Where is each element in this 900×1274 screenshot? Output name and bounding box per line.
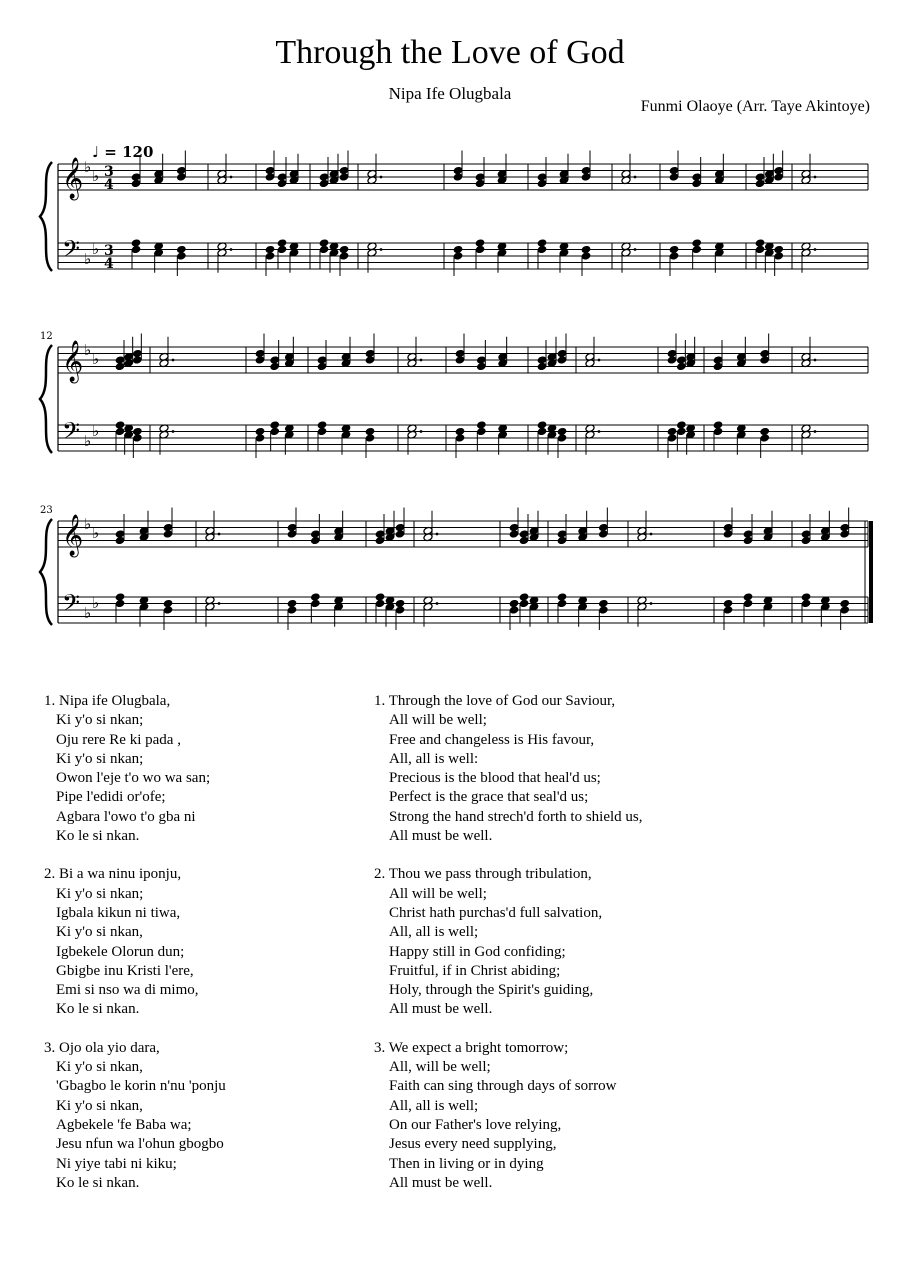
lyric-line: Free and changeless is His favour, bbox=[389, 731, 595, 748]
dot bbox=[650, 533, 653, 536]
lyric-line: All will be well; bbox=[389, 885, 487, 902]
lyric-line: Igbekele Olorun dun; bbox=[56, 943, 185, 960]
dot bbox=[814, 176, 817, 179]
time-signature-top: 3 bbox=[104, 164, 114, 180]
bass-clef-icon: 𝄢 bbox=[62, 589, 81, 622]
dot bbox=[634, 248, 637, 251]
quarter-note bbox=[365, 427, 375, 436]
lyric-line: 1. Through the love of God our Saviour, bbox=[374, 693, 616, 709]
time-signature-top: 3 bbox=[104, 243, 114, 259]
lyric-line: Oju rere Re ki pada , bbox=[56, 731, 181, 748]
dot bbox=[380, 176, 383, 179]
quarter-note bbox=[723, 599, 733, 608]
lyric-line: 3. Ojo ola yio dara, bbox=[44, 1039, 160, 1056]
lyric-line: Holy, through the Spirit's guiding, bbox=[389, 982, 594, 999]
verse-1 bbox=[44, 692, 364, 846]
measure-number: 12 bbox=[40, 331, 53, 342]
lyric-line: Precious is the blood that heal'd us; bbox=[389, 770, 601, 787]
dot bbox=[814, 248, 817, 251]
lyric-line: Ki y'o si nkan; bbox=[56, 885, 144, 902]
lyric-line: Ki y'o si nkan, bbox=[56, 1097, 143, 1114]
lyric-line: Igbala kikun ni tiwa, bbox=[56, 904, 181, 921]
dot bbox=[172, 359, 175, 362]
score-system-2 bbox=[40, 331, 868, 458]
flat-icon: ♭ bbox=[92, 350, 100, 368]
quarter-note bbox=[375, 593, 385, 602]
quarter-note bbox=[743, 593, 753, 602]
subtitle: Nipa Ife Olugbala bbox=[388, 84, 512, 103]
flat-icon: ♭ bbox=[84, 515, 92, 533]
quarter-note bbox=[667, 427, 677, 436]
flat-icon: ♭ bbox=[84, 250, 92, 268]
quarter-note bbox=[755, 239, 765, 248]
treble-clef-icon: 𝄞 bbox=[62, 515, 84, 556]
quarter-note bbox=[455, 427, 465, 436]
flat-icon: ♭ bbox=[92, 422, 100, 440]
lyric-line: All, all is well; bbox=[389, 924, 479, 941]
quarter-note bbox=[669, 245, 679, 254]
lyric-line: Ki y'o si nkan; bbox=[56, 712, 144, 729]
quarter-note bbox=[132, 427, 142, 436]
quarter-note bbox=[509, 599, 519, 608]
flat-icon: ♭ bbox=[84, 604, 92, 622]
dot bbox=[634, 176, 637, 179]
lyric-line: Ko le si nkan. bbox=[56, 828, 140, 845]
quarter-note bbox=[760, 427, 770, 436]
flat-icon: ♭ bbox=[84, 341, 92, 359]
composer-credit: Funmi Olaoye (Arr. Taye Akintoye) bbox=[640, 98, 870, 115]
lyric-line: Then in living or in dying bbox=[389, 1155, 544, 1172]
quarter-note bbox=[163, 599, 173, 608]
lyrics-yoruba bbox=[44, 692, 364, 1212]
quarter-note bbox=[339, 245, 349, 254]
page-title: Through the Love of God bbox=[275, 34, 625, 71]
dot bbox=[218, 602, 221, 605]
lyric-line: All, all is well; bbox=[389, 1097, 479, 1114]
lyric-line: Christ hath purchas'd full salvation, bbox=[389, 904, 603, 921]
brace bbox=[40, 345, 52, 453]
verse-2 bbox=[44, 865, 364, 1019]
lyric-line: Emi si nso wa di mimo, bbox=[56, 982, 199, 999]
lyric-line: Strong the hand strech'd forth to shield us, bbox=[389, 808, 643, 825]
lyric-line: Owon l'eje t'o wo wa san; bbox=[56, 770, 211, 787]
dot bbox=[380, 248, 383, 251]
brace bbox=[40, 162, 52, 271]
quarter-note bbox=[519, 593, 529, 602]
lyrics-english bbox=[374, 692, 874, 1212]
dot bbox=[230, 248, 233, 251]
quarter-note bbox=[115, 421, 125, 430]
lyric-line: Ki y'o si nkan; bbox=[56, 750, 144, 767]
lyric-line: Agbekele 'fe Baba wa; bbox=[56, 1116, 192, 1133]
lyric-line: Fruitful, if in Christ abiding; bbox=[389, 962, 561, 979]
lyric-line: All must be well. bbox=[389, 1174, 493, 1191]
dot bbox=[420, 359, 423, 362]
lyric-line: Agbara l'owo t'o gba ni bbox=[56, 808, 196, 825]
bass-clef-icon: 𝄢 bbox=[62, 417, 81, 450]
quarter-note bbox=[453, 245, 463, 254]
time-signature-bottom: 4 bbox=[104, 177, 114, 193]
flat-icon: ♭ bbox=[92, 167, 100, 185]
final-barline bbox=[869, 521, 873, 623]
quarter-note bbox=[317, 421, 327, 430]
quarter-note bbox=[176, 245, 186, 254]
lyric-line: Ko le si nkan. bbox=[56, 1174, 140, 1191]
quarter-note bbox=[557, 427, 567, 436]
quarter-note bbox=[115, 593, 125, 602]
dot bbox=[218, 533, 221, 536]
quarter-note bbox=[310, 593, 320, 602]
verse-1 bbox=[374, 692, 874, 846]
flat-icon: ♭ bbox=[84, 432, 92, 450]
dot bbox=[814, 359, 817, 362]
flat-icon: ♭ bbox=[92, 524, 100, 542]
score-systems bbox=[40, 151, 873, 631]
lyric-line: Ko le si nkan. bbox=[56, 1001, 140, 1018]
lyric-line: All, will be well; bbox=[389, 1059, 491, 1076]
time-signature-bottom: 4 bbox=[104, 256, 114, 272]
bass-clef-icon: 𝄢 bbox=[62, 235, 81, 268]
lyric-line: 2. Thou we pass through tribulation, bbox=[374, 866, 592, 883]
lyric-line: 'Gbagbo le korin n'nu 'ponju bbox=[56, 1078, 226, 1095]
quarter-note bbox=[598, 599, 608, 608]
dot bbox=[650, 602, 653, 605]
lyric-line: 2. Bi a wa ninu iponju, bbox=[44, 866, 182, 883]
lyric-line: Pipe l'edidi or'ofe; bbox=[56, 789, 166, 806]
verse-2 bbox=[374, 865, 874, 1019]
dot bbox=[172, 430, 175, 433]
verse-3 bbox=[44, 1039, 364, 1193]
lyric-line: All, all is well: bbox=[389, 750, 479, 767]
lyric-line: Jesu nfun wa l'ohun gbogbo bbox=[56, 1136, 224, 1153]
lyric-line: Ki y'o si nkan, bbox=[56, 1059, 143, 1076]
dot bbox=[436, 602, 439, 605]
flat-icon: ♭ bbox=[84, 158, 92, 176]
quarter-note bbox=[840, 599, 850, 608]
brace bbox=[40, 519, 52, 625]
measure-number: 23 bbox=[40, 505, 53, 516]
quarter-note bbox=[801, 593, 811, 602]
score-system-1 bbox=[40, 151, 868, 277]
flat-icon: ♭ bbox=[92, 240, 100, 258]
quarter-note bbox=[676, 421, 686, 430]
lyric-line: Jesus every need supplying, bbox=[389, 1136, 557, 1153]
quarter-note bbox=[255, 427, 265, 436]
lyric-line: Ni yiye tabi ni kiku; bbox=[56, 1155, 177, 1172]
dot bbox=[436, 533, 439, 536]
quarter-note bbox=[476, 421, 486, 430]
quarter-note bbox=[319, 239, 329, 248]
lyric-line: On our Father's love relying, bbox=[389, 1116, 562, 1133]
lyric-line: Gbigbe inu Kristi l'ere, bbox=[56, 962, 194, 979]
quarter-note bbox=[287, 599, 297, 608]
lyric-line: Ki y'o si nkan, bbox=[56, 924, 143, 941]
dot bbox=[598, 430, 601, 433]
lyric-line: All will be well; bbox=[389, 712, 487, 729]
lyric-line: All must be well. bbox=[389, 828, 493, 845]
dot bbox=[230, 176, 233, 179]
score-system-3 bbox=[40, 505, 873, 630]
lyric-line: 3. We expect a bright tomorrow; bbox=[374, 1039, 569, 1056]
quarter-note bbox=[277, 239, 287, 248]
verse-3 bbox=[374, 1039, 874, 1193]
dot bbox=[420, 430, 423, 433]
quarter-note bbox=[537, 239, 547, 248]
tempo-marking: ♩ = 120 bbox=[92, 143, 154, 161]
quarter-note bbox=[270, 421, 280, 430]
quarter-note bbox=[774, 245, 784, 254]
flat-icon: ♭ bbox=[92, 594, 100, 612]
quarter-note bbox=[581, 245, 591, 254]
treble-clef-icon: 𝄞 bbox=[62, 341, 84, 382]
quarter-note bbox=[537, 421, 547, 430]
lyric-line: All must be well. bbox=[389, 1001, 493, 1018]
quarter-note bbox=[265, 245, 275, 254]
lyric-line: Perfect is the grace that seal'd us; bbox=[389, 789, 589, 806]
quarter-note bbox=[475, 239, 485, 248]
quarter-note bbox=[692, 239, 702, 248]
lyric-line: Faith can sing through days of sorrow bbox=[389, 1078, 617, 1095]
dot bbox=[814, 430, 817, 433]
quarter-note bbox=[395, 599, 405, 608]
treble-clef-icon: 𝄞 bbox=[62, 158, 84, 199]
dot bbox=[598, 359, 601, 362]
lyric-line: Happy still in God confiding; bbox=[389, 943, 566, 960]
lyric-line: 1. Nipa ife Olugbala, bbox=[44, 693, 171, 709]
quarter-note bbox=[713, 421, 723, 430]
quarter-note bbox=[131, 239, 141, 248]
quarter-note bbox=[557, 593, 567, 602]
